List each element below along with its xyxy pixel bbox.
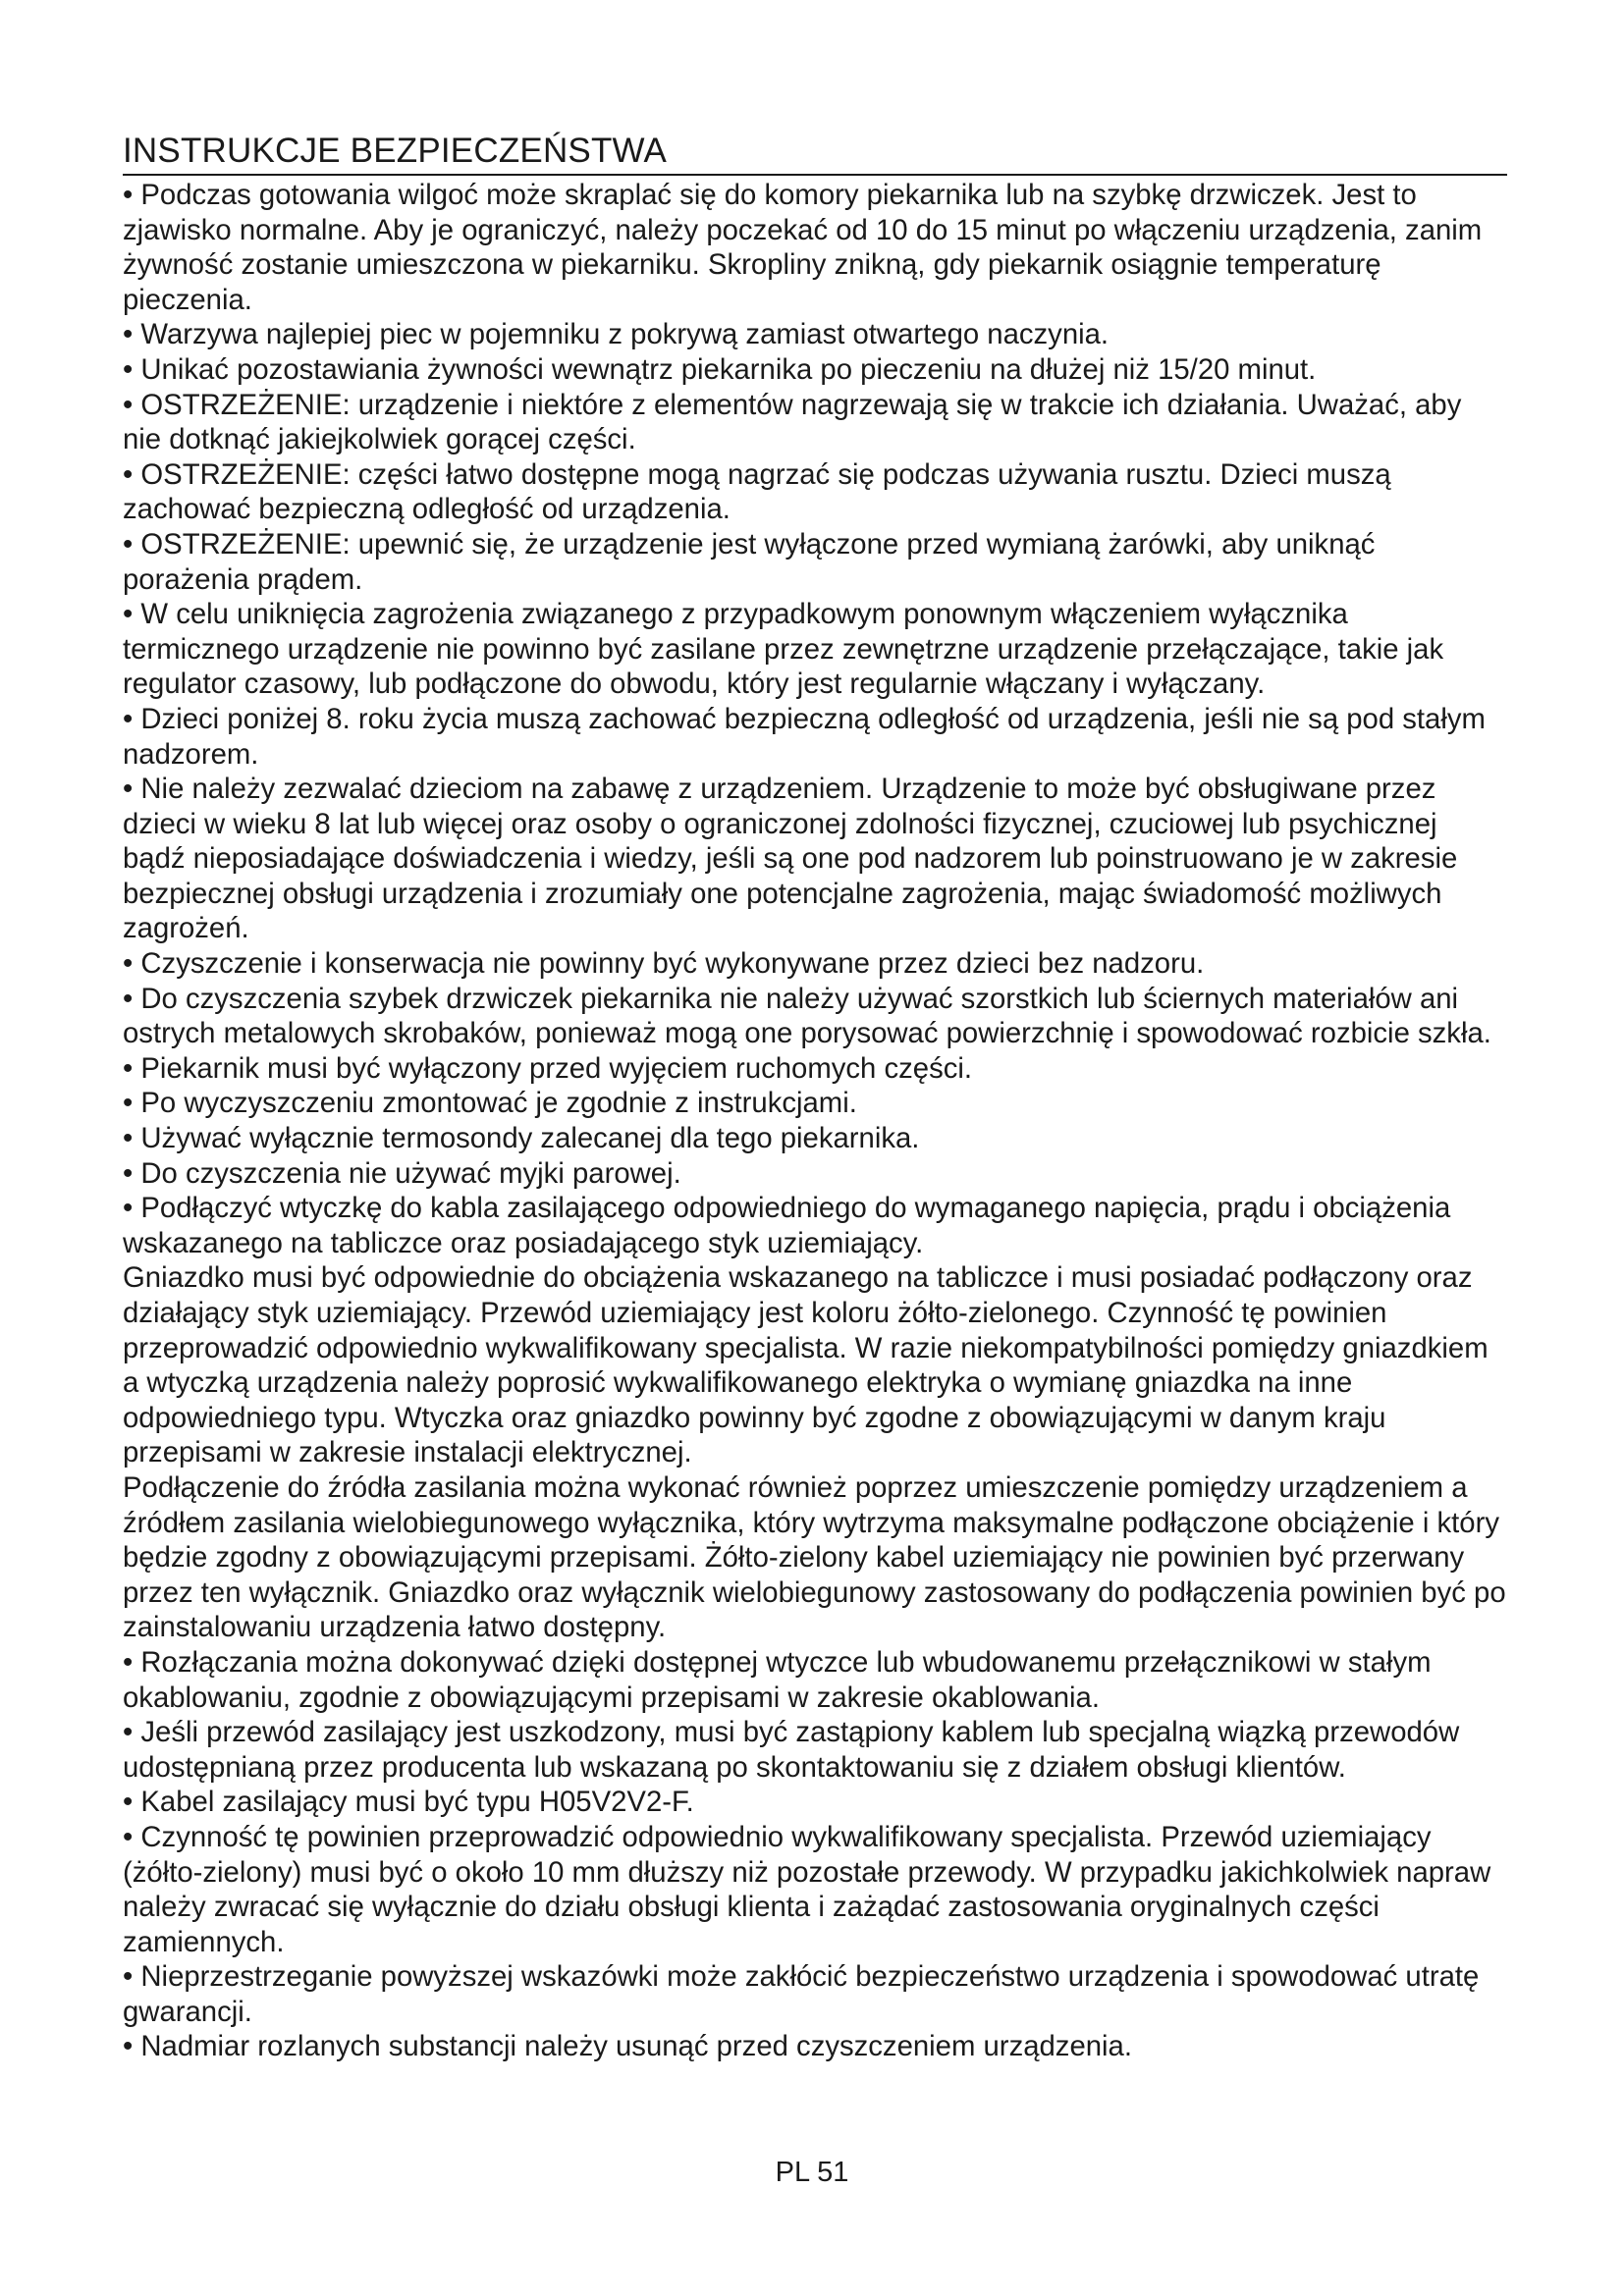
safety-paragraph: • Używać wyłącznie termosondy zalecanej dla tego piekarnika.	[123, 1122, 920, 1155]
safety-paragraph: • Do czyszczenia nie używać myjki parowej.	[123, 1156, 681, 1190]
safety-paragraph: • Kabel zasilający musi być typu H05V2V2-F.	[123, 1786, 694, 1819]
safety-paragraph: • Rozłączania można dokonywać dzięki dostępnej wtyczce lub wbudowanemu przełącznikowi w stałym okablowaniu, zgodnie z obowiązującymi przepisami w zakresie okablowania.	[123, 1645, 1432, 1714]
safety-paragraph: • Nadmiar rozlanych substancji należy usunąć przed czyszczeniem urządzenia.	[123, 2030, 1132, 2063]
safety-paragraph: • W celu uniknięcia zagrożenia związanego z przypadkowym ponownym włączeniem wyłącznika termicznego urządzenie nie powinno być zasilane przez zewnętrzne urządzenie przełączające, takie jak regulator czasowy, lub podłączone do obwodu, który jest regularnie włączany i wyłączany.	[123, 598, 1444, 701]
safety-paragraph: • Jeśli przewód zasilający jest uszkodzony, musi być zastąpiony kablem lub specjalną wiązką przewodów udostępnianą przez producenta lub wskazaną po skontaktowaniu się z działem obsługi klientów.	[123, 1716, 1460, 1784]
safety-instructions-body	[123, 178, 1507, 2064]
warning-paragraph: • OSTRZEŻENIE: upewnić się, że urządzenie jest wyłączone przed wymianą żarówki, aby uniknąć porażenia prądem.	[123, 527, 1376, 596]
warning-paragraph: • OSTRZEŻENIE: części łatwo dostępne mogą nagrzać się podczas używania rusztu. Dzieci muszą zachować bezpieczną odległość od urządzenia.	[123, 457, 1391, 526]
safety-paragraph: • Nieprzestrzeganie powyższej wskazówki może zakłócić bezpieczeństwo urządzenia i spowodować utratę gwarancji.	[123, 1960, 1480, 2028]
safety-paragraph: • Po wyczyszczeniu zmontować je zgodnie z instrukcjami.	[123, 1087, 857, 1120]
safety-paragraph: • Nie należy zezwalać dzieciom na zabawę z urządzeniem. Urządzenie to może być obsługiwane przez dzieci w wieku 8 lat lub więcej oraz osoby o ograniczonej zdolności fizycznej, czuciowej lub psychicznej bądź nieposiadające doświadczenia i wiedzy, jeśli są one pod nadzorem lub poinstruowano je w zakresie bezpiecznej obsługi urządzenia i zrozumiały one potencjalne zagrożenia, mając świadomość możliwych zagrożeń.	[123, 773, 1458, 945]
electrical-paragraph: Gniazdko musi być odpowiednie do obciążenia wskazanego na tabliczce i musi posiadać podłączony oraz działający styk uziemiający. Przewód uziemiający jest koloru żółto-zielonego. Czynność tę powinien przeprowadzić odpowiednio wykwalifikowany specjalista. W razie niekompatybilności pomiędzy gniazdkiem a wtyczką urządzenia należy poprosić wykwalifikowanego elektryka o wymianę gniazdka na inne odpowiedniego typu. Wtyczka oraz gniazdko powinny być zgodne z obowiązującymi w danym kraju przepisami w zakresie instalacji elektrycznej.	[123, 1261, 1489, 1469]
page-content	[123, 132, 1507, 2064]
safety-paragraph: • Czynność tę powinien przeprowadzić odpowiednio wykwalifikowany specjalista. Przewód uziemiający (żółto-zielony) musi być o około 10 mm dłuższy niż pozostałe przewody. W przypadku jakichkolwiek napraw należy zwracać się wyłącznie do działu obsługi klienta i zażądać zastosowania oryginalnych części zamiennych.	[123, 1820, 1491, 1958]
safety-paragraph: • Podczas gotowania wilgoć może skraplać się do komory piekarnika lub na szybkę drzwiczek. Jest to zjawisko normalne. Aby je ograniczyć, należy poczekać od 10 do 15 minut po włączeniu urządzenia, zanim żywność zostanie umieszczona w piekarniku. Skropliny znikną, gdy piekarnik osiągnie temperaturę pieczenia.	[123, 179, 1483, 316]
page-title: INSTRUKCJE BEZPIECZEŃSTWA	[123, 132, 1507, 176]
safety-paragraph: • Unikać pozostawiania żywności wewnątrz piekarnika po pieczeniu na dłużej niż 15/20 minut.	[123, 352, 1317, 386]
warning-paragraph: • OSTRZEŻENIE: urządzenie i niektóre z elementów nagrzewają się w trakcie ich działania. Uważać, aby nie dotknąć jakiejkolwiek gorącej części.	[123, 388, 1462, 456]
safety-paragraph: • Podłączyć wtyczkę do kabla zasilającego odpowiedniego do wymaganego napięcia, prądu i obciążenia wskazanego na tabliczce oraz posiadającego styk uziemiający.	[123, 1192, 1451, 1259]
safety-paragraph: • Piekarnik musi być wyłączony przed wyjęciem ruchomych części.	[123, 1051, 973, 1085]
safety-paragraph: • Dzieci poniżej 8. roku życia muszą zachować bezpieczną odległość od urządzenia, jeśli nie są pod stałym nadzorem.	[123, 702, 1486, 771]
safety-paragraph: • Warzywa najlepiej piec w pojemniku z pokrywą zamiast otwartego naczynia.	[123, 318, 1110, 351]
page-number: PL 51	[775, 2157, 849, 2188]
safety-paragraph: • Do czyszczenia szybek drzwiczek piekarnika nie należy używać szorstkich lub ściernych materiałów ani ostrych metalowych skrobaków, ponieważ mogą one porysować powierzchnię i spowodować rozbicie szkła.	[123, 982, 1491, 1050]
safety-paragraph: • Czyszczenie i konserwacja nie powinny być wykonywane przez dzieci bez nadzoru.	[123, 947, 1205, 981]
electrical-paragraph: Podłączenie do źródła zasilania można wykonać również poprzez umieszczenie pomiędzy urządzeniem a źródłem zasilania wielobiegunowego wyłącznika, który wytrzyma maksymalne podłączone obciążenie i który będzie zgodny z obowiązującymi przepisami. Żółto-zielony kabel uziemiający nie powinien być przerwany przez ten wyłącznik. Gniazdko oraz wyłącznik wielobiegunowy zastosowany do podłączenia powinien być po zainstalowaniu urządzenia łatwo dostępny.	[123, 1470, 1506, 1644]
